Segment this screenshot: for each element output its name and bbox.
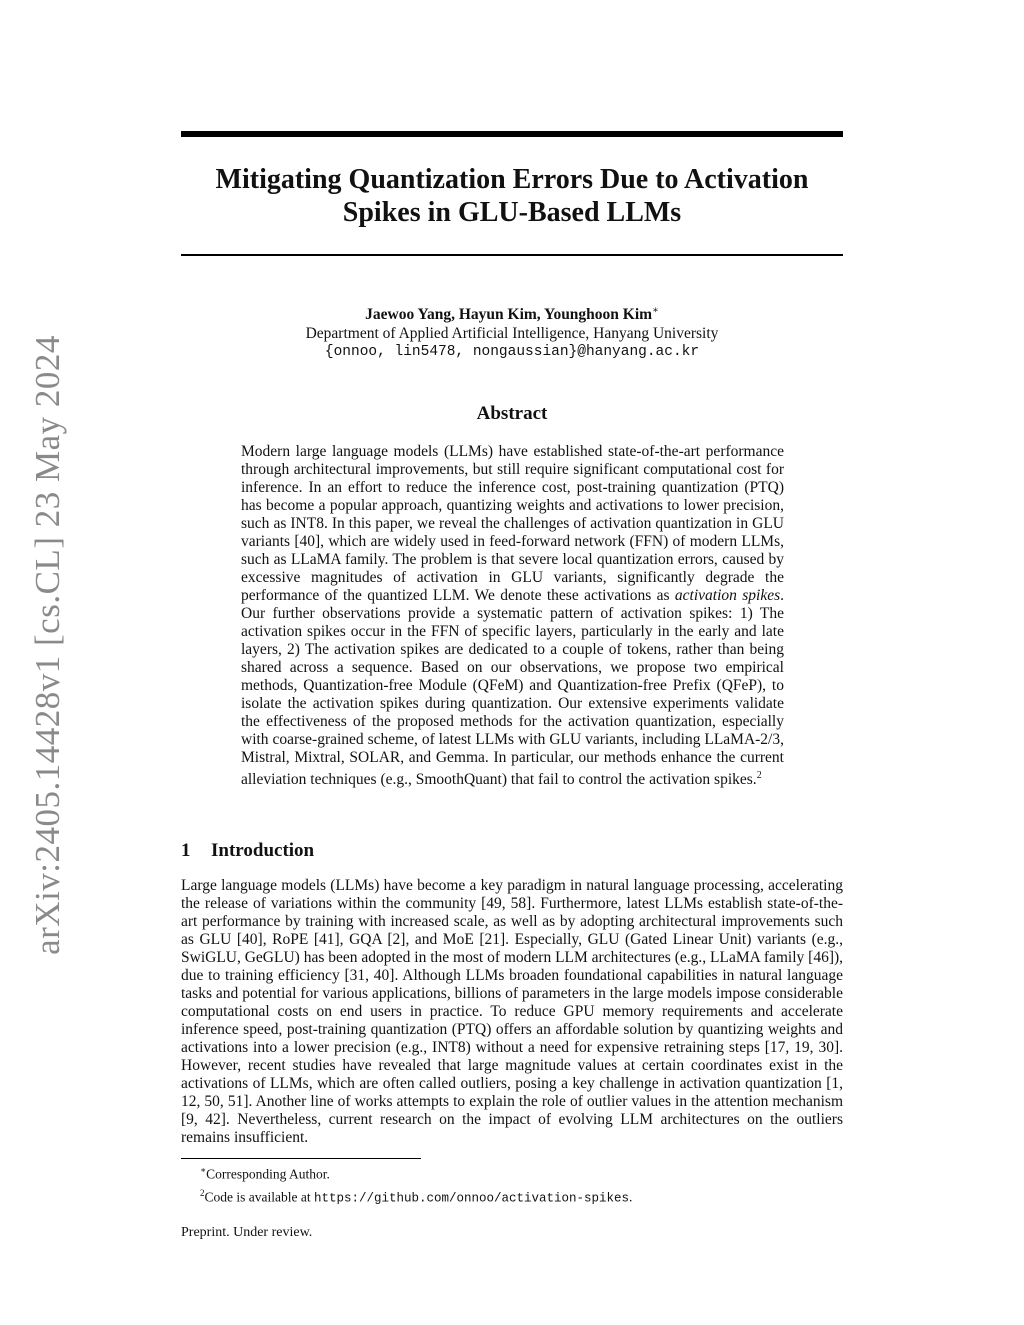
author-block [181,301,843,362]
abstract-emphasis: activation spikes [674,587,781,604]
footnote-separator [181,1158,421,1159]
author-names: Jaewoo Yang, Hayun Kim, Younghoon Kim [365,306,653,324]
abstract-text-part-2: . Our further observations provide a systematic pattern of activation spikes: 1) The activation spikes occur in the FFN of specific layers, particularly in the early and late layers, 2) The activation spikes are dedicated to a couple of tokens, rather than being shared across a sequence. Based on our observations, we propose two empirical methods, Quantization-free Module (QFeM) and Quantization-free Prefix (QFeP), to isolate the activation spikes during quantization. Our extensive experiments validate the effectiveness of the proposed methods for the activation quantization, especially with coarse-grained scheme, of latest LLMs with GLU variants, including LLaMA-2/3, Mistral, Mixtral, SOLAR, and Gemma. In particular, our methods enhance the current alleviation techniques (e.g., SmoothQuant) that fail to control the activation spikes. [241,587,784,789]
abstract-heading: Abstract [476,403,548,424]
footnote-2-end: . [629,1189,633,1204]
abstract-text [241,443,784,789]
footnotes [200,1161,840,1207]
footnote-2-text: Code is available at [204,1189,314,1204]
footnote-2 [200,1184,840,1208]
abstract-text-part-1: Modern large language models (LLMs) have established state-of-the-art performance through architectural improvements, but still require significant computational cost for inference. In an effort to reduce the inference cost, post-training quantization (PTQ) has become a popular approach, quantizing weights and activations to lower precision, such as INT8. In this paper, we reveal the challenges of activation quantization in GLU variants [40], which are widely used in feed-forward network (FFN) of modern LLMs, such as LLaMA family. The problem is that severe local quantization errors, caused by excessive magnitudes of activation in GLU variants, significantly degrade the performance of the quantized LLM. We denote these activations as [241,443,784,604]
introduction-paragraph: Large language models (LLMs) have become a key paradigm in natural language processing, accelerating the release of variations within the community [49, 58]. Furthermore, latest LLMs establish state-of-the-art performance by training with increased scale, as well as by adopting architectural improvements such as GLU [40], RoPE [41], GQA [2], and MoE [21]. Especially, GLU (Gated Linear Unit) variants (e.g., SwiGLU, GeGLU) has been adopted in the most of modern LLM architectures (e.g., LLaMA family [46]), due to training efficiency [31, 40]. Although LLMs broaden foundational capabilities in natural language tasks and potential for various applications, billions of parameters in the large models impose considerable computational costs on end users in practice. To reduce GPU memory requirements and accelerate inference speed, post-training quantization (PTQ) offers an affordable solution by quantizing weights and activations into a lower precision (e.g., INT8) without a need for expensive retraining steps [17, 19, 30]. However, recent studies have revealed that large magnitude values at certain coordinates exist in the activations of LLMs, which are often called outliers, posing a key challenge in activation quantization [1, 12, 50, 51]. Another line of works attempts to explain the role of outlier values in the attention mechanism [9, 42]. Nevertheless, current research on the impact of evolving LLM architectures on the outliers remains insufficient. [181,877,844,1146]
title-top-rule [181,131,843,137]
section-title: Introduction [211,840,315,861]
corresponding-author-mark: ∗ [652,305,659,316]
footnote-1 [200,1161,840,1184]
footnote-1-text: Corresponding Author. [206,1166,330,1182]
footnote-1-mark: ∗ [200,1165,207,1175]
author-emails: {onnoo, lin5478, nongaussian}@hanyang.ac.kr [324,344,700,361]
title-bottom-rule [181,254,843,256]
section-heading-introduction [181,840,314,862]
code-repository-link[interactable]: https://github.com/onnoo/activation-spikes [313,1191,630,1205]
author-names-line [181,301,843,324]
section-number: 1 [181,840,191,861]
arxiv-identifier-stamp: arXiv:2405.14428v1 [cs.CL] 23 May 2024 [28,335,67,955]
footnote-2-mark: 2 [200,1187,205,1198]
abstract-footnote-mark: 2 [756,770,762,781]
preprint-note: Preprint. Under review. [181,1225,313,1240]
author-affiliation: Department of Applied Artificial Intelligence, Hanyang University [305,325,719,343]
paper-title: Mitigating Quantization Errors Due to Activation Spikes in GLU-Based LLMs [215,164,809,228]
